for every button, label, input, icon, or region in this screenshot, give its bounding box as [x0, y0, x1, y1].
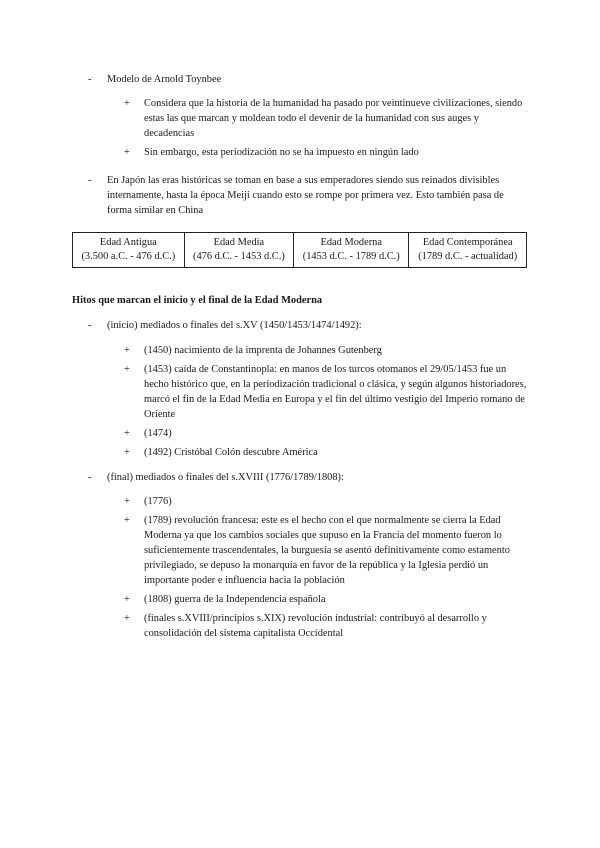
era-range: (1789 d.C. - actualidad)	[418, 251, 518, 262]
list-item-text: Modelo de Arnold Toynbee	[107, 74, 222, 85]
era-range: (1453 d.C. - 1789 d.C.)	[302, 251, 400, 262]
plus-bullet: +	[124, 613, 130, 624]
plus-bullet: +	[124, 345, 130, 356]
sub-list-item-text: (1492) Cristóbal Colón descubre América	[144, 447, 318, 458]
plus-bullet: +	[124, 98, 130, 109]
section-heading: Hitos que marcan el inicio y el final de la Edad Moderna	[72, 295, 323, 306]
plus-bullet: +	[124, 594, 130, 605]
sub-list-item-text: (1808) guerra de la Independencia española	[144, 594, 326, 605]
dash-bullet: -	[88, 320, 92, 331]
list-item-text: (inicio) mediados o finales del s.XV (1450/1453/1474/1492):	[107, 320, 362, 331]
plus-bullet: +	[124, 515, 130, 526]
plus-bullet: +	[124, 147, 130, 158]
era-range: (476 d.C. - 1453 d.C.)	[193, 251, 285, 262]
eras-table	[72, 232, 527, 268]
plus-bullet: +	[124, 428, 130, 439]
sub-list-item-text: (1789) revolución francesa: este es el hecho con el que normalmente se cierra la Edad Moderna ya que los cambios sociales que supuso en la Francia del momento fueron lo suficientemente trascendentales, la burguesía se asentó definitivamente como estamento privilegiado, se depuso la monarquía en favor de la república y la Iglesia perdió un importante poder e influencia hacia la población	[144, 515, 510, 586]
era-name: Edad Media	[213, 237, 265, 248]
era-range: (3.500 a.C. - 476 d.C.)	[81, 251, 176, 262]
era-name: Edad Antigua	[99, 237, 157, 248]
sub-list-item-text: Considera que la historia de la humanidad ha pasado por veintinueve civilizaciones, siendo estas las que marcan y moldean todo el devenir de la humanidad con sus auges y decadencias	[144, 98, 523, 139]
plus-bullet: +	[124, 364, 130, 375]
list-item-text: (final) mediados o finales del s.XVIII (1776/1789/1808):	[107, 472, 344, 483]
plus-bullet: +	[124, 496, 130, 507]
table-cell-edad-contemporanea	[409, 233, 527, 268]
plus-bullet: +	[124, 447, 130, 458]
list-item-text: En Japón las eras históricas se toman en base a sus emperadores siendo sus reinados divisibles internamente, hasta la época Meiji cuando esto se rompe por primera vez. Esto también pasa de forma similar en China	[107, 175, 504, 216]
era-name: Edad Contemporánea	[422, 237, 513, 248]
sub-list-item-text: (1474)	[144, 428, 172, 439]
dash-bullet: -	[88, 74, 92, 85]
sub-list-item-text: (finales s.XVIII/principios s.XIX) revolución industrial: contribuyó al desarrollo y consolidación del sistema capitalista Occidental	[144, 613, 487, 639]
dash-bullet: -	[88, 175, 92, 186]
table-row	[73, 233, 527, 268]
era-name: Edad Moderna	[320, 237, 382, 248]
table-cell-edad-media	[184, 233, 293, 268]
table-cell-edad-antigua	[73, 233, 185, 268]
sub-list-item-text: (1453) caída de Constantinopla: en manos de los turcos otomanos el 29/05/1453 fue un hecho histórico que, en la periodización tradicional o clásica, y según algunos historiadores, marcó el fin de la Edad Media en Europa y el fin del último vestigio del Imperio romano de Oriente	[144, 364, 527, 420]
sub-list-item-text: Sin embargo, esta periodización no se ha impuesto en ningún lado	[144, 147, 419, 158]
dash-bullet: -	[88, 472, 92, 483]
table-cell-edad-moderna	[294, 233, 409, 268]
sub-list-item-text: (1450) nacimiento de la imprenta de Johannes Gutenberg	[144, 345, 382, 356]
sub-list-item-text: (1776)	[144, 496, 172, 507]
